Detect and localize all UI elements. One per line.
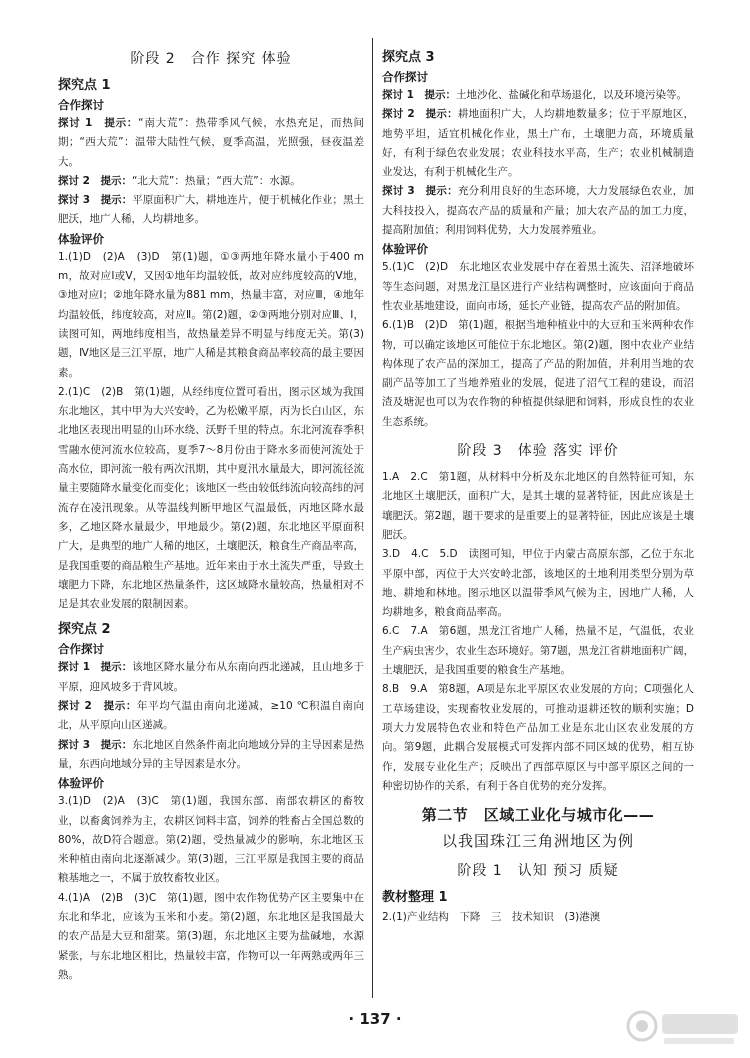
item-label: 探讨 2 提示： (58, 700, 137, 713)
watermark-logo (624, 1006, 744, 1050)
chapter-subtitle: 以我国珠江三角洲地区为例 (441, 832, 634, 851)
item-label: 探讨 1 提示： (58, 661, 133, 674)
stage3-answer-4: 8.B 9.A 第8题，A项是东北平原区农业发展的方向；C项强化人工草场建设，实现畜牧业发展的，可推动退耕还牧的顺利实施；D项大力发展特色农业和特色产品加工业是东北山区农业发展的方向。第9题，此耦合发展模式可发挥内部不同区域的优势，相互协作，发展专业化生产；反映出了西部草原区与中部平原区之间的一种密切协作的关系，有利于各自优势的充分发挥。 (382, 683, 694, 792)
point3-eval-heading: 体验评价 (382, 242, 428, 257)
answer-2: 2.(1)C (2)B 第(1)题，从经纬度位置可看出，图示区域为我国东北地区，其中甲为大兴安岭，乙为松嫩平原，丙为长白山区，东北地区表现出明显的山环水绕、沃野千里的特点。东北河流春季积雪融水使河流水位较高，夏季7～8月份由于降水多而使河流处于高水位，即河流一般有两次汛期，其中夏汛水量最大，即河流径流量主要随降水量变化而变化；该地区一些由较低纬流向较高纬的河流存在凌汛现象。从等温线判断甲地区气温最低，丙地区降水最多，乙地区降水量最少，甲地最少。第(2)题，东北地区平原面积广大，是典型的地广人稀的地区，土壤肥沃，粮食生产商品率高，是我国重要的商品粮生产基地。近年来由于水土流失严重，导致土壤肥力下降，东北地区热量条件，这区域降水量较高，热量相对不足是其农业发展的限制因素。 (58, 385, 364, 611)
point1-title: 探究点 1 (58, 78, 111, 93)
left-column (58, 48, 364, 985)
point2-title: 探究点 2 (58, 622, 111, 638)
point3-item-3 (382, 182, 694, 240)
material-text: 2.(1)产业结构 下降 三 技术知识 (3)港澳 (382, 911, 601, 924)
answer-6: 6.(1)B (2)D 第(1)题，根据当地种植业中的大豆和玉米两种农作物，可以确定该地区可能位于东北地区。第(2)题，图中农业产业结构体现了农产品的深加工，提高了产品的附加值，并利用当地的农副产品等加工了当地养殖业的发展，促进了沼气工程的建设，而沼渣及塘泥也可以为农作物的种植提供绿肥和饲料，形成良性的农业生态系统。 (382, 319, 694, 428)
answer-3: 3.(1)D (2)A (3)C 第(1)题，我国东部、南部农耕区的畜牧业，以畜禽饲养为主，农耕区饲料丰富，饲养的牲畜占全国总数的80%，故D符合题意。第(2)题，受热量减少的影响，东北地区玉米种植由南向北逐渐减少。第(3)题，三江平原是我国主要的商品粮基地之一，不属于放牧畜牧业区。 (58, 795, 364, 885)
right-column (382, 48, 694, 927)
chapter-title: 第二节 区域工业化与城市化—— (421, 806, 655, 825)
point2-item-3 (58, 736, 364, 775)
answer-4: 4.(1)A (2)B (3)C 第(1)题，图中农作物优势产区主要集中在东北和华北，应该为玉米和小麦。第(2)题，东北地区是我国最大的农产品是大豆和甜菜。第(3)题，东北地区主要为盐碱地，水源紧张，与东北地区相比，热量较丰富，作物可以一年两熟或两年三熟。 (58, 891, 364, 981)
point2-item-1 (58, 658, 364, 697)
stage3-answer-3: 6.C 7.A 第6题，黑龙江省地广人稀，热量不足，气温低，农业生产病虫害少，农业生态环境好。第7题，黑龙江省耕地面积广阔，土壤肥沃，是我国重要的粮食生产基地。 (382, 625, 694, 677)
point3-item-1 (382, 86, 694, 105)
point2-coop-heading: 合作探讨 (58, 642, 104, 657)
stage-1-title: 阶段 1 认知 预习 质疑 (457, 863, 619, 880)
item-label: 探讨 3 提示： (382, 185, 458, 198)
point3-item-2 (382, 105, 694, 182)
point1-item-2 (58, 172, 364, 191)
point1-item-1 (58, 114, 364, 172)
item-label: 探讨 3 提示： (58, 194, 133, 207)
answer-1: 1.(1)D (2)A (3)D 第(1)题，①③两地年降水量小于400 mm，故对应Ⅰ或Ⅴ，又因①地年均温较低，故对应纬度较高的Ⅴ地，③地对应Ⅰ；②地年降水量为881 mm，热量丰富，对应Ⅲ，④地年均温较低，纬度较高，对应Ⅱ。第(2)题，②③两地分别对应Ⅲ、Ⅰ，读图可知，两地纬度相当，故热量差异不明显与纬度无关。第(3)题，Ⅳ地区是三江平原，地广人稀是其粮食商品率较高的最主要因素。 (58, 250, 364, 379)
point1-coop-heading: 合作探讨 (58, 98, 104, 112)
item-text: 年平均气温由南向北递减，≥10 ℃积温自南向北，从平原向山区递减。 (58, 700, 364, 732)
point1-item-3 (58, 191, 364, 230)
point3-coop-heading: 合作探讨 (382, 70, 428, 84)
material-title: 教材整理 1 (382, 890, 448, 906)
stage3-answer-2: 3.D 4.C 5.D 读图可知，甲位于内蒙古高原东部，乙位于东北平原中部，丙位于大兴安岭北部，该地区的土地利用类型分别为草地、耕地和林地。图示地区以温带季风气候为主，因地广人稀，人均耕地多，粮食商品率高。 (382, 548, 694, 619)
point2-item-2 (58, 697, 364, 736)
item-label: 探讨 2 提示： (382, 108, 458, 121)
stage-2-title: 阶段 2 合作 探究 体验 (130, 51, 292, 67)
item-text: 土地沙化、盐碱化和草场退化，以及环境污染等。 (455, 89, 687, 101)
item-text: “南大荒”：热带季风气候，水热充足，而热间期；“西大荒”：温带大陆性气候，夏季高温，光照强，昼夜温差大。 (58, 117, 364, 168)
stage-3-title: 阶段 3 体验 落实 评价 (457, 443, 619, 460)
item-label: 探讨 1 提示： (382, 89, 456, 101)
column-divider (372, 38, 373, 998)
item-text: 该地区降水量分布从东南向西北递减，且山地多于平原，迎风坡多于背风坡。 (58, 661, 364, 693)
item-label: 探讨 3 提示： (58, 738, 133, 751)
item-label: 探讨 1 提示： (58, 117, 139, 129)
item-label: 探讨 2 提示： (58, 174, 132, 187)
stage3-answer-1: 1.A 2.C 第1题，从材料中分析及东北地区的自然特征可知，东北地区土壤肥沃，面积广大，是其土壤的显著特征，因此应该是土壤肥沃。第2题，题干要求的是重要上的显著特征，因此应该是土壤肥沃。 (382, 471, 694, 541)
point1-eval-heading: 体验评价 (58, 231, 104, 246)
point3-title: 探究点 3 (382, 50, 435, 65)
item-text: 充分利用良好的生态环境，大力发展绿色农业，加大科技投入，提高农产品的质量和产量；加大农产品的加工力度，提高附加值；利用饲料优势，大力发展养殖业。 (382, 185, 694, 237)
item-text: 平原面积广大，耕地连片，便于机械化作业；黑土肥沃，地广人稀，人均耕地多。 (58, 194, 364, 226)
page-number: · 137 · (348, 1010, 402, 1028)
item-text: 东北地区自然条件南北向地域分异的主导因素是热量，东西向地域分异的主导因素是水分。 (58, 738, 364, 770)
item-text: “北大荒”：热量；“西大荒”：水源。 (131, 174, 301, 187)
point2-eval-heading: 体验评价 (58, 776, 104, 791)
item-text: 耕地面积广大，人均耕地数量多；位于平原地区，地势平坦，适宜机械化作业，黑土广布，土壤肥力高，环境质量好，有利于绿色农业发展；农业科技水平高，生产；农业机械制造业发达，有利于机械化生产。 (382, 108, 694, 179)
answer-5: 5.(1)C (2)D 东北地区农业发展中存在着黑土流失、沼泽地破坏等生态问题，对黑龙江垦区进行产业结构调整时，应该面向于商品性农业基地建设，面向市场，延长产业链，提高农产品的附加值。 (382, 261, 694, 312)
